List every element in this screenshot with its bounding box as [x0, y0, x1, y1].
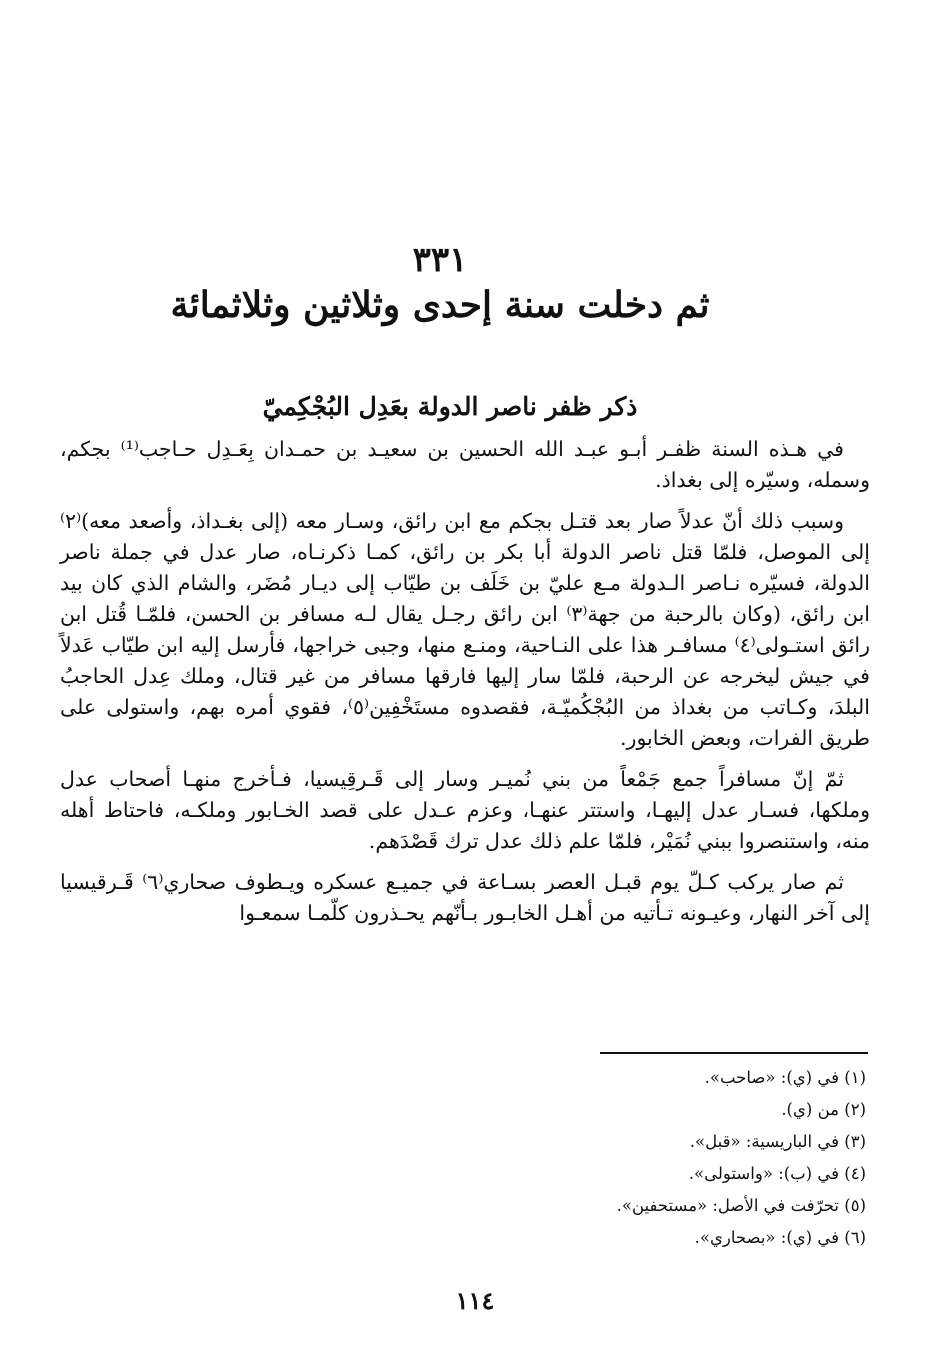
footnote-divider: [600, 1052, 868, 1054]
footnote: (٢) من (ي).: [781, 1100, 866, 1119]
footnote: (٣) في الباريسية: «قبل».: [689, 1132, 866, 1151]
body-text: [60, 434, 870, 929]
paragraph: في هـذه السنة ظفـر أبـو عبـد الله الحسين بن سعيـد بن حمـدان بِعَـدِل حـاجب⁽¹⁾ بجكم، وسمله، وسيّره إلى بغداذ.: [60, 437, 870, 492]
year-number: ٣٣١: [412, 240, 468, 280]
paragraph: وسبب ذلك أنّ عدلاً صار بعد قتـل بجكم مع ابن رائق، وسـار معه (إلى بغـداذ، وأصعد معه)⁽٢⁾ إلى الموصل، فلمّا قتل ناصر الدولة أبا بكر بن رائق، كمـا ذكرنـاه، صار عدل في جملة ناصر الدولة، فسيّره نـاصر الـدولة مـع عليّ بن خَلَف بن طيّاب إلى ديـار مُضَر، والشام الذي كان بيد ابن رائق، (وكان بالرحبة من جهة⁽٣⁾ ابن رائق رجـل يقال لـه مسافر بن الحسن، فلمّـا قُتل ابن رائق استـولى⁽٤⁾ مسافـر هذا على النـاحية، ومنـع منها، وجبى خراجها، فأرسل إليه ابن طيّاب عَدلاً في جيش ليخرجه عن الرحبة، فلمّا سار إليها فارقها مسافر من غير قتال، وملك عِدل الحاجبُ البلدَ، وكـاتب من بغداذ من البُجْكُميّـة، فقصدوه مستَخْفِين⁽٥⁾، فقوي أمره بهم، واستولى على طريق الفرات، وبعض الخابور.: [60, 509, 871, 750]
footnote: (٤) في (ب): «واستولى».: [688, 1164, 866, 1183]
footnote: (١) في (ي): «صاحب».: [704, 1068, 866, 1087]
page-number: ١١٤: [455, 1286, 495, 1315]
paragraph: ثمّ إنّ مسافراً جمع جَمْعاً من بني نُميـر وسار إلى قَـرقِيسيا، فـأخرج منهـا أصحاب عدل وملكها، فسـار عدل إليهـا، واستتر عنهـا، وعزم عـدل على قصد الخـابور وملكـه، فاحتاط أهله منه، واستنصروا ببني نُمَيْر، فلمّا علم ذلك عدل ترك قَصْدَهم.: [60, 767, 870, 853]
footnote: (٥) تحرّفت في الأصل: «مستحفين».: [616, 1196, 866, 1215]
section-title: ذكر ظفر ناصر الدولة بعَدِل البُجْكِميّ: [262, 392, 638, 421]
footnote: (٦) في (ي): «بصحاري».: [694, 1228, 866, 1247]
paragraph: ثم صار يركب كـلّ يوم قبـل العصر بسـاعة في جميـع عسكره ويـطوف صحاري⁽٦⁾ قَـرقيسيا إلى آخر النهار، وعيـونه تـأتيه من أهـل الخابـور بـأنّهم يحـذرون كلّمـا سمعـوا: [60, 870, 870, 925]
footnotes-list: [366, 1062, 866, 1254]
chapter-title: ثم دخلت سنة إحدى وثلاثين وثلاثمائة: [170, 284, 710, 326]
